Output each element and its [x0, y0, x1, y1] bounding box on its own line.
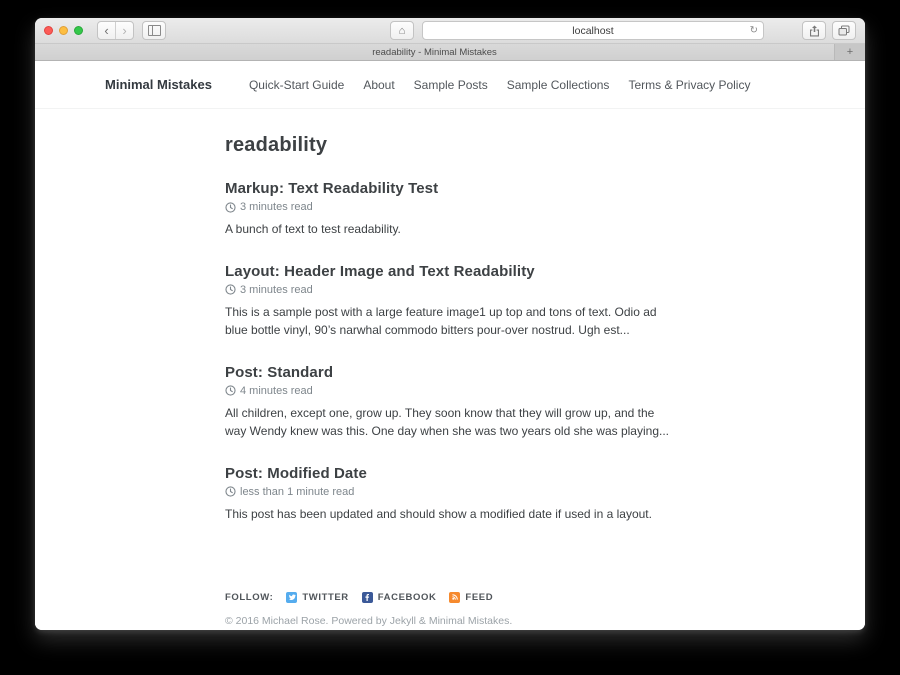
- tab-overview-button[interactable]: [832, 21, 856, 40]
- nav-link-quick-start-guide[interactable]: Quick-Start Guide: [248, 77, 345, 92]
- post-entry: [225, 364, 675, 441]
- sidebar-toggle-button[interactable]: [142, 21, 166, 40]
- post-entry: [225, 465, 675, 524]
- facebook-label: FACEBOOK: [377, 591, 437, 603]
- page-viewport: [35, 61, 865, 630]
- clock-icon: [225, 385, 236, 396]
- minimize-window-button[interactable]: [59, 26, 68, 35]
- post-meta: [225, 284, 675, 296]
- clock-icon: [225, 202, 236, 213]
- nav-link-terms-privacy-policy[interactable]: Terms & Privacy Policy: [628, 77, 751, 92]
- share-icon: [809, 25, 820, 37]
- window-controls: [44, 26, 83, 35]
- post-title-link[interactable]: Post: Standard: [225, 363, 334, 381]
- new-tab-button[interactable]: +: [834, 44, 865, 60]
- read-time: 3 minutes read: [240, 283, 313, 296]
- back-button[interactable]: ‹: [104, 23, 109, 38]
- forward-button[interactable]: ›: [115, 22, 133, 39]
- active-tab[interactable]: [35, 44, 834, 60]
- page-title: readability: [225, 134, 328, 156]
- feed-icon: [449, 592, 460, 603]
- read-time: 3 minutes read: [240, 201, 313, 213]
- toolbar-right-buttons: [802, 21, 856, 40]
- site-title-link[interactable]: Minimal Mistakes: [105, 77, 212, 92]
- post-meta: [225, 486, 675, 498]
- post-entry: [225, 263, 675, 340]
- tab-title: readability - Minimal Mistakes: [372, 46, 497, 58]
- post-excerpt: A bunch of text to test readability.: [225, 222, 401, 236]
- browser-window: [35, 18, 865, 630]
- follow-row: [225, 592, 675, 603]
- share-button[interactable]: [802, 21, 826, 40]
- tab-bar: [35, 44, 865, 61]
- site-footer: [225, 592, 675, 627]
- close-window-button[interactable]: [44, 26, 53, 35]
- nav-link-sample-posts[interactable]: Sample Posts: [413, 77, 488, 92]
- post-meta: [225, 201, 675, 213]
- post-title-link[interactable]: Post: Modified Date: [225, 464, 367, 482]
- twitter-icon: [286, 592, 297, 603]
- nav-link-about[interactable]: About: [363, 77, 395, 92]
- zoom-window-button[interactable]: [74, 26, 83, 35]
- follow-label: FOLLOW:: [225, 591, 274, 603]
- clock-icon: [225, 486, 236, 497]
- nav-link-sample-collections[interactable]: Sample Collections: [506, 77, 610, 92]
- feed-link[interactable]: [449, 592, 493, 603]
- post-excerpt: This is a sample post with a large feature image1 up top and tons of text. Odio ad blue bottle vinyl, 90’s narwhal commodo bitters pour-over nostrud. Ugh est...: [225, 304, 657, 338]
- clock-icon: [225, 284, 236, 295]
- sidebar-icon: [148, 25, 161, 36]
- post-meta: [225, 385, 675, 397]
- twitter-label: TWITTER: [302, 591, 349, 603]
- post-entry: [225, 180, 675, 239]
- facebook-link[interactable]: [362, 592, 437, 603]
- home-button[interactable]: [390, 21, 414, 40]
- browser-toolbar: [35, 18, 865, 44]
- post-title-link[interactable]: Markup: Text Readability Test: [225, 180, 439, 197]
- address-bar-url: localhost: [572, 24, 614, 37]
- history-nav: [97, 21, 134, 40]
- twitter-link[interactable]: [286, 592, 348, 603]
- post-excerpt: All children, except one, grow up. They soon know that they will grow up, and the way Wendy knew was this. One day when she was two years old she was playing...: [225, 405, 669, 439]
- facebook-icon: [362, 592, 373, 603]
- post-excerpt: This post has been updated and should show a modified date if used in a layout.: [225, 506, 652, 521]
- archive-content: [35, 109, 675, 627]
- copyright-text: © 2016 Michael Rose. Powered by Jekyll & Minimal Mistakes.: [225, 614, 513, 627]
- tabs-icon: [838, 25, 850, 36]
- home-icon: ⌂: [398, 24, 406, 37]
- post-title-link[interactable]: Layout: Header Image and Text Readability: [225, 262, 535, 280]
- address-bar[interactable]: [422, 21, 764, 40]
- feed-label: FEED: [465, 591, 494, 603]
- read-time: less than 1 minute read: [240, 485, 355, 498]
- reload-icon[interactable]: ↻: [749, 25, 758, 36]
- site-masthead: [35, 61, 865, 109]
- read-time: 4 minutes read: [240, 384, 313, 397]
